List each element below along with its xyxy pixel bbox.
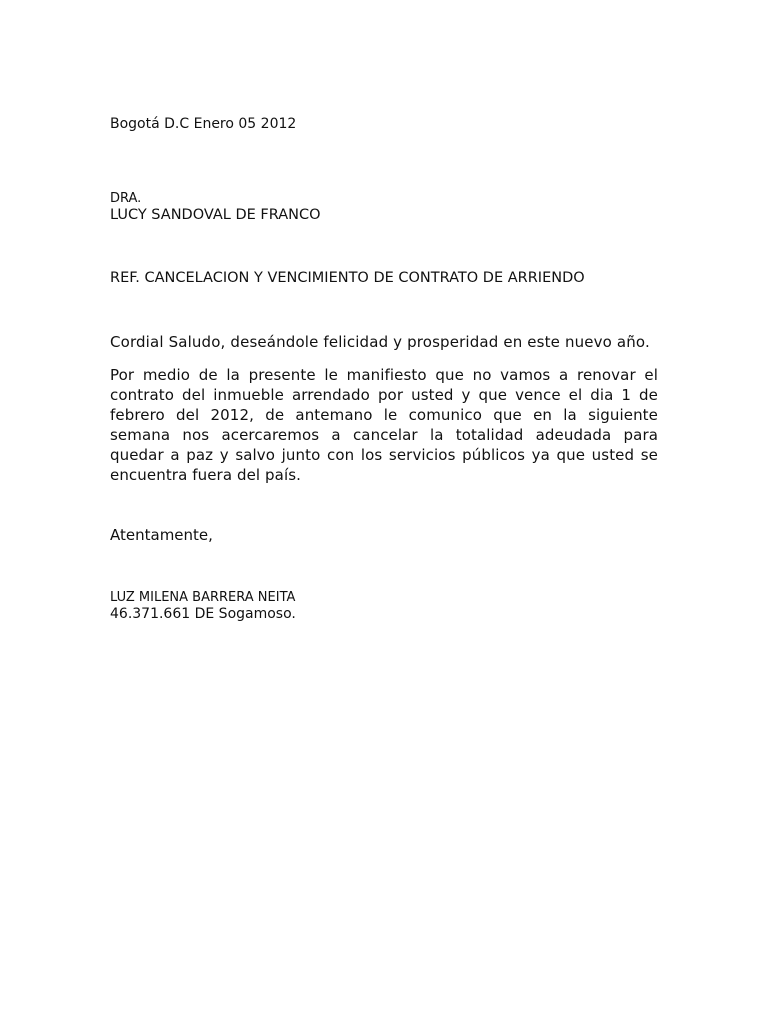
letter-body [110,365,658,485]
recipient-title: DRA. [110,191,142,206]
body-line: febrero del 2012, de antemano le comunico que en la siguiente [110,406,658,424]
closing: Atentamente, [110,526,213,544]
body-line: contrato del inmueble arrendado por usted y que vence el dia 1 de [110,386,658,404]
date-line: Bogotá D.C Enero 05 2012 [110,116,297,132]
body-line: encuentra fuera del país. [110,466,302,484]
body-line: Por medio de la presente le manifiesto que no vamos a renovar el [110,366,658,384]
signer-id: 46.371.661 DE Sogamoso. [110,606,296,622]
recipient-name: LUCY SANDOVAL DE FRANCO [110,207,321,223]
body-line: quedar a paz y salvo junto con los servicios públicos ya que usted se [110,446,658,464]
reference-line: REF. CANCELACION Y VENCIMIENTO DE CONTRATO DE ARRIENDO [110,270,585,286]
greeting: Cordial Saludo, deseándole felicidad y prosperidad en este nuevo año. [110,333,650,351]
body-line: semana nos acercaremos a cancelar la totalidad adeudada para [110,426,658,444]
signer-name: LUZ MILENA BARRERA NEITA [110,590,296,605]
